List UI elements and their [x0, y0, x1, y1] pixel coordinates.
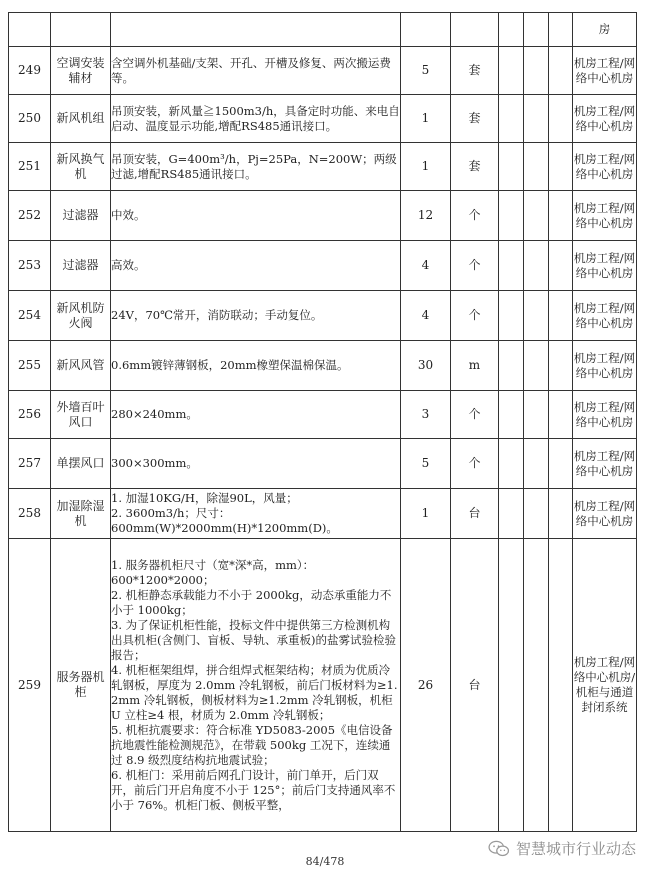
cell-description [111, 489, 401, 539]
cell-description: 280×240mm。 [111, 391, 401, 439]
cell-empty [499, 439, 524, 489]
cell-item-no: 257 [9, 439, 51, 489]
cell-quantity: 4 [401, 291, 451, 341]
wechat-icon [488, 840, 510, 858]
description-line: 600*1200*2000； [111, 572, 215, 587]
cell-unit: 台 [451, 489, 499, 539]
cell-item-no: 251 [9, 143, 51, 191]
cell-empty [524, 291, 549, 341]
cell-empty [499, 391, 524, 439]
description-line: 5. 机柜抗震要求：符合标准 YD5083-2005《电信设备抗地震性能检测规范》，在带载 500kg 工况下，连续通过 8.9 级烈度结构抗地震试验； [111, 722, 393, 767]
cell-empty [499, 539, 524, 832]
cell-quantity: 5 [401, 439, 451, 489]
cell-quantity: 12 [401, 191, 451, 241]
cell-empty [549, 241, 573, 291]
cell-empty [499, 143, 524, 191]
cell-empty [499, 241, 524, 291]
cell-unit: 个 [451, 391, 499, 439]
cell-empty [524, 391, 549, 439]
cell-empty [524, 489, 549, 539]
cell-empty [549, 341, 573, 391]
cell-empty [524, 95, 549, 143]
cell-note: 机房工程/网络中心机房 [573, 489, 637, 539]
cell-description: 中效。 [111, 191, 401, 241]
cell-item-no: 256 [9, 391, 51, 439]
cell-unit: 套 [451, 95, 499, 143]
cell-empty [499, 95, 524, 143]
cell-quantity: 4 [401, 241, 451, 291]
table-row [9, 13, 637, 47]
cell-note: 机房工程/网络中心机房 [573, 291, 637, 341]
cell-quantity: 1 [401, 489, 451, 539]
cell-empty [549, 291, 573, 341]
cell-note: 机房工程/网络中心机房 [573, 241, 637, 291]
cell-description: 24V，70℃常开，消防联动；手动复位。 [111, 291, 401, 341]
cell-description: 含空调外机基础/支架、开孔、开槽及修复、两次搬运费等。 [111, 47, 401, 95]
cell-item-name: 外墙百叶风口 [51, 391, 111, 439]
table-row [9, 341, 637, 391]
cell-item-no: 253 [9, 241, 51, 291]
cell-item-name: 新风机防火阀 [51, 291, 111, 341]
cell-empty [549, 439, 573, 489]
cell-note: 机房工程/网络中心机房 [573, 391, 637, 439]
cell-item-no: 258 [9, 489, 51, 539]
cell-unit: 台 [451, 539, 499, 832]
cell-item-name: 空调安装辅材 [51, 47, 111, 95]
cell-item-name: 过滤器 [51, 191, 111, 241]
cell-empty [524, 341, 549, 391]
cell-note: 房 [573, 13, 637, 47]
cell-quantity: 5 [401, 47, 451, 95]
cell-empty [524, 47, 549, 95]
table-row [9, 439, 637, 489]
page-number: 84/478 [305, 855, 345, 868]
table-row [9, 489, 637, 539]
cell-unit: 套 [451, 143, 499, 191]
cell-empty [524, 143, 549, 191]
cell-quantity: 26 [401, 539, 451, 832]
cell-item-name: 新风换气机 [51, 143, 111, 191]
cell-description: 吊顶安装，新风量≧1500m3/h，具备定时功能、来电自启动、温度显示功能,增配RS485通讯接口。 [111, 95, 401, 143]
cell-description [111, 539, 401, 832]
cell-note: 机房工程/网络中心机房 [573, 143, 637, 191]
cell-empty [549, 539, 573, 832]
cell-item-name: 新风机组 [51, 95, 111, 143]
cell-unit: 个 [451, 191, 499, 241]
table-row [9, 47, 637, 95]
cell-unit: 套 [451, 47, 499, 95]
cell-empty [499, 291, 524, 341]
cell-quantity: 3 [401, 391, 451, 439]
cell-empty [499, 489, 524, 539]
cell-empty [524, 539, 549, 832]
description-line: 6. 机柜门：采用前后网孔门设计，前门单开，后门双开，前后门开启角度不小于 125°；前后门支持通风率不小于 76%。机柜门板、侧板平整， [111, 767, 396, 812]
table-row [9, 391, 637, 439]
cell-quantity: 1 [401, 143, 451, 191]
cell-item-name: 单摆风口 [51, 439, 111, 489]
cell-unit: m [451, 341, 499, 391]
cell-item-no: 250 [9, 95, 51, 143]
cell-note: 机房工程/网络中心机房 [573, 95, 637, 143]
cell-empty [549, 95, 573, 143]
description-line: 3. 为了保证机柜性能，投标文件中提供第三方检测机构出具机柜(含侧门、盲板、导轨、承重板)的盐雾试验检验报告； [111, 617, 396, 662]
cell-unit: 个 [451, 439, 499, 489]
cell-note: 机房工程/网络中心机房 [573, 47, 637, 95]
cell-empty [549, 47, 573, 95]
cell-empty [499, 341, 524, 391]
cell-quantity: 30 [401, 341, 451, 391]
cell-empty [524, 241, 549, 291]
description-line: 600mm(W)*2000mm(H)*1200mm(D)。 [111, 521, 338, 535]
cell-item-no: 259 [9, 539, 51, 832]
cell-item-name: 过滤器 [51, 241, 111, 291]
cell-empty [524, 439, 549, 489]
cell-item-name: 新风风管 [51, 341, 111, 391]
cell-item-no: 255 [9, 341, 51, 391]
table-row [9, 241, 637, 291]
cell-item-name: 加湿除湿机 [51, 489, 111, 539]
table-row [9, 191, 637, 241]
cell-note: 机房工程/网络中心机房/机柜与通道封闭系统 [573, 539, 637, 832]
cell-item-no: 252 [9, 191, 51, 241]
cell-description: 300×300mm。 [111, 439, 401, 489]
cell-unit: 个 [451, 291, 499, 341]
cell-empty [524, 191, 549, 241]
description-line: 1. 加湿10KG/H，除湿90L，风量； [111, 491, 298, 505]
description-line: 2. 机柜静态承载能力不小于 2000kg，动态承重能力不小于 1000kg； [111, 587, 392, 617]
cell-item-no: 249 [9, 47, 51, 95]
cell-empty [549, 143, 573, 191]
cell-empty [499, 47, 524, 95]
watermark [488, 838, 636, 859]
cell-empty [549, 391, 573, 439]
cell-item-no: 254 [9, 291, 51, 341]
cell-note: 机房工程/网络中心机房 [573, 341, 637, 391]
cell-empty [549, 191, 573, 241]
cell-quantity: 1 [401, 95, 451, 143]
description-line: 2. 3600m3/h；尺寸： [111, 506, 231, 520]
table-row [9, 95, 637, 143]
cell-item-name: 服务器机柜 [51, 539, 111, 832]
cell-note: 机房工程/网络中心机房 [573, 439, 637, 489]
cell-description: 吊顶安装，G=400m³/h，Pj=25Pa，N=200W；两级过滤,增配RS485通讯接口。 [111, 143, 401, 191]
cell-empty [549, 489, 573, 539]
table-row [9, 143, 637, 191]
cell-description: 高效。 [111, 241, 401, 291]
table-row [9, 291, 637, 341]
description-line: 4. 机柜框架组焊，拼合组焊式框架结构；材质为优质冷轧钢板，厚度为 2.0mm 冷轧钢板，前后门板材料为≥1.2mm 冷轧钢板，侧板材料为≥1.2mm 冷轧钢板，机柜 U 立柱≥4 根，材质为 2.0mm 冷轧钢板； [111, 662, 398, 722]
cell-unit: 个 [451, 241, 499, 291]
cell-description: 0.6mm镀锌薄钢板，20mm橡塑保温棉保温。 [111, 341, 401, 391]
table-row [9, 539, 637, 832]
description-line: 1. 服务器机柜尺寸（宽*深*高，mm）： [111, 557, 315, 572]
spec-table [8, 12, 637, 832]
cell-empty [499, 191, 524, 241]
cell-note: 机房工程/网络中心机房 [573, 191, 637, 241]
watermark-text: 智慧城市行业动态 [515, 840, 636, 858]
